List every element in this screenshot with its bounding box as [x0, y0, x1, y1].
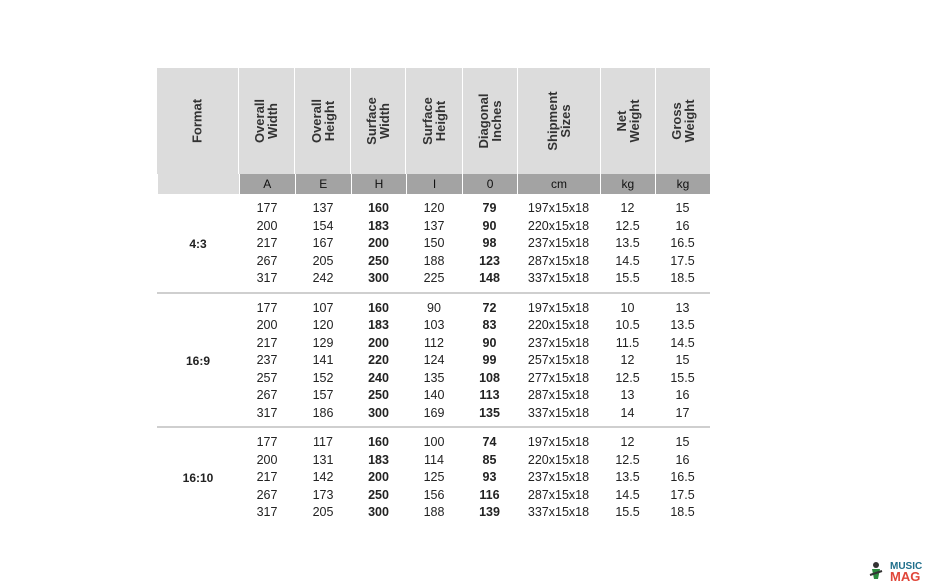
unit-cell: I — [406, 174, 462, 194]
table-cell: 220 — [368, 353, 389, 367]
table-cell: 13.5 — [615, 236, 640, 250]
table-cell: 200 — [368, 236, 389, 250]
table-cell: 12.5 — [615, 370, 640, 385]
format-group — [157, 294, 710, 429]
table-cell: 17 — [675, 405, 690, 420]
table-cell: 11.5 — [615, 335, 640, 350]
table-cell: 200 — [368, 335, 389, 350]
table-cell: 183 — [368, 218, 389, 233]
table-cell: 16 — [675, 452, 690, 467]
table-row — [239, 469, 710, 487]
table-cell: 152 — [312, 370, 334, 385]
table-cell: 14.5 — [615, 253, 640, 268]
table-cell: 90 — [427, 300, 441, 315]
table-cell: 17.5 — [670, 487, 695, 502]
table-cell: 15 — [675, 435, 690, 449]
table-cell: 15.5 — [615, 505, 640, 519]
table-cell: 98 — [482, 236, 497, 250]
table-cell: 220x15x18 — [527, 218, 590, 233]
table-cell: 18.5 — [670, 271, 695, 285]
table-cell: 16 — [675, 388, 690, 402]
table-cell: 237x15x18 — [527, 470, 590, 484]
table-cell: 337x15x18 — [527, 271, 590, 285]
table-cell: 317 — [256, 271, 278, 285]
table-cell: 108 — [479, 370, 500, 385]
table-cell: 197x15x18 — [527, 201, 590, 215]
table-cell: 13 — [620, 388, 635, 402]
table-cell: 12 — [620, 435, 635, 449]
column-header — [294, 68, 350, 174]
table-cell: 12 — [620, 201, 635, 215]
table-cell: 150 — [423, 236, 445, 250]
table-cell: 237 — [256, 353, 278, 367]
unit-blank-cell — [157, 174, 239, 194]
table-cell: 177 — [256, 435, 278, 449]
table-row — [239, 434, 710, 452]
unit-cell: kg — [655, 174, 710, 194]
table-cell: 114 — [424, 452, 444, 467]
column-header-label: Net Weight — [613, 99, 642, 143]
table-cell: 217 — [256, 236, 278, 250]
table-cell: 12.5 — [615, 452, 640, 467]
table-cell: 169 — [423, 405, 445, 420]
table-cell: 250 — [368, 253, 389, 268]
column-header-label: Diagonal Inches — [475, 93, 504, 149]
table-cell: 99 — [482, 353, 497, 367]
table-cell: 160 — [368, 201, 389, 215]
watermark-logo — [868, 559, 932, 583]
table-cell: 200 — [256, 218, 278, 233]
table-cell: 107 — [312, 300, 334, 315]
unit-cell: kg — [600, 174, 655, 194]
table-cell: 220x15x18 — [527, 318, 590, 332]
table-cell: 135 — [423, 370, 445, 385]
table-row — [239, 235, 710, 253]
table-cell: 200 — [256, 318, 278, 332]
table-cell: 287x15x18 — [527, 487, 590, 502]
table-cell: 90 — [482, 218, 497, 233]
column-header-label: Format — [189, 98, 205, 144]
unit-row — [157, 174, 710, 194]
table-cell: 242 — [312, 271, 334, 285]
table-cell: 337x15x18 — [527, 505, 590, 519]
column-header-label: Shipment Sizes — [544, 91, 573, 151]
table-cell: 140 — [423, 388, 445, 402]
table-cell: 124 — [423, 353, 445, 367]
table-cell: 173 — [312, 487, 334, 502]
table-cell: 120 — [423, 201, 445, 215]
column-header — [600, 68, 655, 174]
table-cell: 160 — [368, 435, 389, 449]
column-header — [405, 68, 461, 174]
table-cell: 15.5 — [615, 271, 640, 285]
table-row — [239, 317, 710, 335]
table-cell: 183 — [368, 318, 389, 332]
table-cell: 197x15x18 — [527, 300, 590, 315]
unit-cell: 0 — [462, 174, 517, 194]
column-header — [655, 68, 710, 174]
column-header-label: Overall Height — [308, 98, 337, 144]
table-cell: 205 — [312, 505, 334, 519]
table-cell: 14.5 — [670, 335, 695, 350]
table-cell: 188 — [423, 253, 445, 268]
column-header — [517, 68, 600, 174]
table-cell: 100 — [423, 435, 445, 449]
table-cell: 267 — [256, 487, 278, 502]
table-cell: 10 — [620, 300, 635, 315]
table-cell: 13.5 — [615, 470, 640, 484]
table-cell: 300 — [368, 405, 389, 420]
table-cell: 90 — [482, 335, 497, 350]
table-cell: 167 — [312, 236, 334, 250]
unit-cell: E — [295, 174, 351, 194]
table-row — [239, 452, 710, 470]
table-cell: 148 — [479, 271, 500, 285]
table-cell: 177 — [256, 300, 278, 315]
table-row — [239, 487, 710, 505]
table-cell: 257 — [256, 370, 278, 385]
header-row — [157, 68, 710, 174]
column-header — [238, 68, 294, 174]
table-cell: 240 — [368, 370, 389, 385]
table-cell: 217 — [256, 335, 278, 350]
table-row — [239, 200, 710, 218]
table-cell: 83 — [482, 318, 497, 332]
table-cell: 142 — [312, 470, 334, 484]
table-row — [239, 253, 710, 271]
column-header — [157, 68, 238, 174]
table-cell: 10.5 — [615, 318, 640, 332]
table-cell: 250 — [368, 388, 389, 402]
table-cell: 79 — [482, 201, 497, 215]
table-cell: 125 — [423, 470, 445, 484]
table-cell: 225 — [423, 271, 445, 285]
table-cell: 197x15x18 — [527, 435, 590, 449]
table-cell: 14 — [620, 405, 635, 420]
table-cell: 277x15x18 — [527, 370, 590, 385]
table-row — [239, 370, 710, 388]
table-cell: 16.5 — [670, 470, 695, 484]
unit-cell: cm — [517, 174, 600, 194]
table-cell: 205 — [312, 253, 334, 268]
table-cell: 74 — [482, 435, 497, 449]
spec-table — [157, 68, 710, 526]
table-cell: 186 — [312, 405, 334, 420]
table-cell: 16.5 — [670, 236, 695, 250]
table-cell: 157 — [312, 388, 334, 402]
table-cell: 112 — [424, 335, 444, 350]
column-header — [350, 68, 405, 174]
format-label: 16:9 — [185, 353, 211, 368]
table-cell: 300 — [368, 271, 389, 285]
table-cell: 267 — [256, 388, 278, 402]
table-cell: 12 — [620, 353, 635, 367]
column-header-label: Gross Weight — [668, 99, 697, 143]
table-cell: 287x15x18 — [527, 253, 590, 268]
table-row — [239, 352, 710, 370]
table-cell: 220x15x18 — [527, 452, 590, 467]
table-cell: 188 — [423, 505, 445, 519]
table-cell: 137 — [312, 201, 334, 215]
table-cell: 13 — [675, 300, 690, 315]
table-cell: 15 — [675, 353, 690, 367]
table-row — [239, 335, 710, 353]
table-cell: 103 — [423, 318, 445, 332]
unit-cell: H — [351, 174, 406, 194]
table-cell: 250 — [368, 487, 389, 502]
table-cell: 120 — [312, 318, 334, 332]
table-cell: 139 — [479, 505, 500, 519]
table-cell: 257x15x18 — [527, 353, 590, 367]
table-cell: 160 — [368, 300, 389, 315]
table-row — [239, 270, 710, 288]
unit-cell: A — [239, 174, 295, 194]
table-cell: 18.5 — [670, 505, 695, 519]
table-cell: 156 — [423, 487, 445, 502]
table-cell: 237x15x18 — [527, 236, 590, 250]
table-cell: 72 — [482, 300, 497, 315]
table-cell: 85 — [482, 452, 497, 467]
table-cell: 177 — [256, 201, 278, 215]
guitarist-icon — [870, 562, 882, 579]
table-cell: 16 — [675, 218, 690, 233]
table-cell: 317 — [256, 405, 278, 420]
table-cell: 217 — [256, 470, 278, 484]
table-cell: 116 — [479, 487, 500, 502]
format-group — [157, 194, 710, 294]
table-cell: 141 — [312, 353, 334, 367]
table-cell: 267 — [256, 253, 278, 268]
table-cell: 337x15x18 — [527, 405, 590, 420]
format-group — [157, 428, 710, 526]
table-cell: 137 — [423, 218, 445, 233]
table-cell: 14.5 — [615, 487, 640, 502]
table-cell: 135 — [479, 405, 500, 420]
table-row — [239, 387, 710, 405]
column-header-label: Overall Width — [252, 98, 281, 144]
table-cell: 15.5 — [670, 370, 695, 385]
table-cell: 237x15x18 — [527, 335, 590, 350]
table-cell: 200 — [368, 470, 389, 484]
table-cell: 117 — [313, 435, 333, 449]
column-header-label: Surface Height — [419, 97, 448, 145]
column-header-label: Surface Width — [364, 97, 393, 145]
column-header — [462, 68, 517, 174]
table-cell: 12.5 — [615, 218, 640, 233]
table-cell: 123 — [479, 253, 500, 268]
watermark-line-2: MAG — [890, 569, 921, 583]
table-row — [239, 300, 710, 318]
table-cell: 13.5 — [670, 318, 695, 332]
format-label: 16:10 — [182, 470, 214, 485]
table-cell: 287x15x18 — [527, 388, 590, 402]
table-cell: 317 — [256, 505, 278, 519]
table-cell: 131 — [312, 452, 334, 467]
watermark-line-1: MUSIC — [890, 561, 923, 572]
table-cell: 113 — [479, 388, 500, 402]
table-cell: 200 — [256, 452, 278, 467]
table-cell: 154 — [312, 218, 334, 233]
table-row — [239, 405, 710, 423]
table-row — [239, 218, 710, 236]
table-cell: 300 — [368, 505, 389, 519]
table-row — [239, 504, 710, 522]
table-body — [157, 194, 710, 526]
table-cell: 15 — [675, 201, 690, 215]
table-cell: 17.5 — [670, 253, 695, 268]
table-cell: 129 — [312, 335, 334, 350]
format-label: 4:3 — [189, 236, 207, 251]
table-cell: 183 — [368, 452, 389, 467]
table-cell: 93 — [482, 470, 497, 484]
